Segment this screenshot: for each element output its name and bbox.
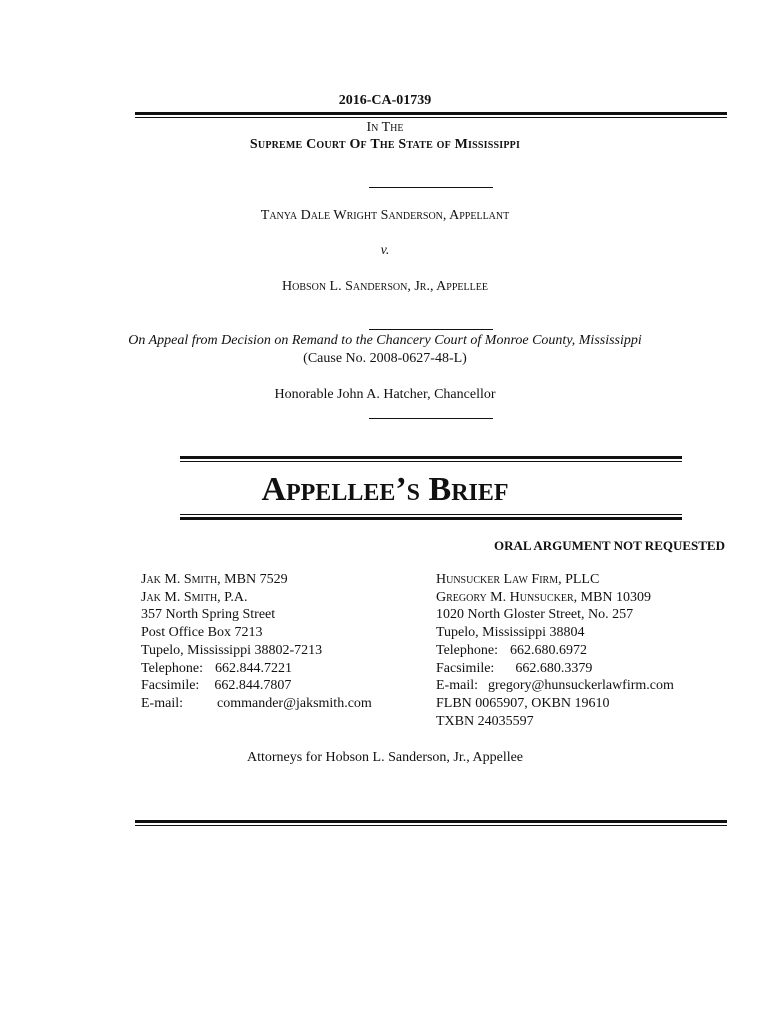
- telephone-value: 662.844.7221: [215, 660, 292, 676]
- attorney-city: Tupelo, Mississippi 38804: [436, 625, 585, 641]
- email-value: commander@jaksmith.com: [217, 695, 372, 711]
- court-line-1: In The: [366, 120, 404, 135]
- facsimile-value: 662.680.3379: [515, 660, 593, 676]
- attorney-email: [436, 677, 674, 695]
- firm-name: Hunsucker Law Firm, PLLC: [436, 572, 600, 587]
- attorney-telephone: [141, 660, 372, 678]
- attorney-street: 1020 North Gloster Street, No. 257: [436, 607, 634, 623]
- email-label: E-mail:: [436, 678, 478, 694]
- appellant: Tanya Dale Wright Sanderson, Appellant: [260, 208, 510, 223]
- attorney-name: Gregory M. Hunsucker, MBN 10309: [436, 589, 652, 605]
- separator-rule-1: [369, 187, 493, 188]
- attorney-city: Tupelo, Mississippi 38802-7213: [141, 642, 323, 658]
- title-rule-bottom: [180, 514, 682, 520]
- facsimile-value: 662.844.7807: [214, 678, 292, 694]
- attorney-po-box: Post Office Box 7213: [141, 625, 263, 641]
- attorney-facsimile: [141, 677, 372, 695]
- attorney-facsimile: [436, 660, 674, 678]
- attorney-firm: Jak M. Smith, P.A.: [141, 589, 248, 605]
- case-number: 2016-CA-01739: [338, 93, 432, 108]
- cause-number: (Cause No. 2008-0627-48-L): [303, 351, 467, 366]
- bottom-rule: [135, 820, 727, 826]
- oral-argument-note: ORAL ARGUMENT NOT REQUESTED: [493, 538, 725, 553]
- appeal-description: On Appeal from Decision on Remand to the Chancery Court of Monroe County, Mississippi: [128, 333, 642, 348]
- attorney-email: [141, 695, 372, 713]
- telephone-value: 662.680.6972: [510, 642, 587, 658]
- telephone-label: Telephone:: [436, 642, 498, 658]
- telephone-label: Telephone:: [141, 660, 203, 676]
- separator-rule-2: [369, 329, 493, 330]
- email-value: gregory@hunsuckerlawfirm.com: [488, 678, 674, 694]
- facsimile-label: Facsimile:: [436, 660, 495, 676]
- top-rule: [135, 112, 727, 118]
- appellee: Hobson L. Sanderson, Jr., Appellee: [282, 279, 488, 294]
- separator-rule-3: [369, 418, 493, 419]
- court-name: Supreme Court Of The State of Mississippi: [249, 137, 521, 152]
- bar-numbers-1: FLBN 0065907, OKBN 19610: [436, 695, 610, 711]
- attorneys-for: Attorneys for Hobson L. Sanderson, Jr., Appellee: [246, 750, 524, 765]
- versus: v.: [380, 243, 390, 258]
- attorney-block-right: [436, 571, 674, 730]
- attorney-block-left: [141, 571, 372, 713]
- bar-numbers-2: TXBN 24035597: [436, 713, 534, 729]
- attorney-telephone: [436, 642, 674, 660]
- email-label: E-mail:: [141, 695, 183, 711]
- title-rule-top: [180, 456, 682, 462]
- attorney-name: Jak M. Smith, MBN 7529: [141, 572, 288, 587]
- judge: Honorable John A. Hatcher, Chancellor: [274, 387, 496, 402]
- attorney-street: 357 North Spring Street: [141, 607, 276, 623]
- brief-title: Appellee’s Brief: [261, 471, 509, 508]
- facsimile-label: Facsimile:: [141, 678, 200, 694]
